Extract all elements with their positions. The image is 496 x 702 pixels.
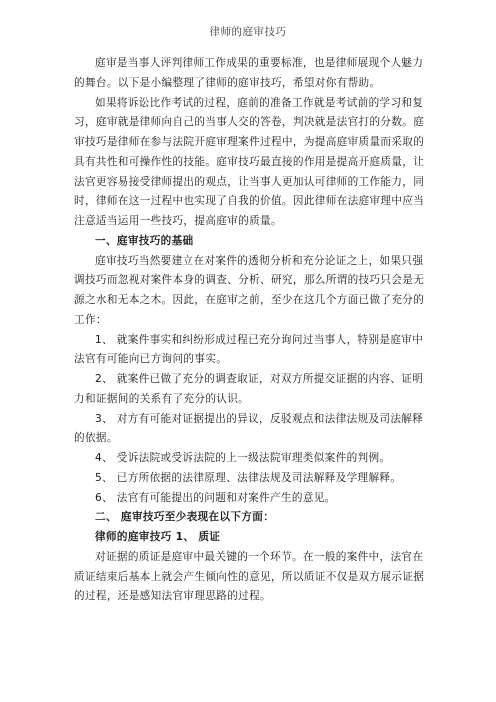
section-heading-skills: 二、 庭审技巧至少表现在以下方面： (95, 511, 275, 524)
subsection-heading-cross-examination: 律师的庭审技巧 1、 质证 (95, 531, 221, 543)
list-item: 6、 法官有可能提出的问题和对案件产生的意见。 (95, 491, 336, 504)
document-body (74, 54, 426, 607)
intro-paragraph: 庭审是当事人评判律师工作成果的重要标准，也是律师展现个人魅力的舞台。以下是小编整理了律师的庭审技巧，希望对你有帮助。 (74, 57, 424, 89)
list-item: 4、 受诉法院或受诉法院的上一级法院审理类似案件的判例。 (95, 452, 391, 464)
section-basis-intro: 庭审技巧当然要建立在对案件的透彻分析和充分论证之上，如果只强调技巧而忽视对案件本身的调查、分析、研究，那么所谓的技巧只会是无源之水和无本之木。因此，在庭审之前，至少在这几个方面已做了充分的工作： (74, 254, 425, 326)
list-item: 5、 已方所依据的法律原理、法律法规及司法解释及学理解释。 (95, 471, 402, 484)
list-item: 1、 就案件事实和纠纷形成过程已充分询问过当事人，特别是庭审中法官有可能向已方询问的事实。 (74, 333, 424, 366)
document-title: 律师的庭审技巧 (209, 26, 287, 38)
analogy-paragraph: 如果将诉讼比作考试的过程，庭前的准备工作就是考试前的学习和复习，庭审就是律师向自己的当事人交的答卷，判决就是法官打的分数。庭审技巧是律师在参与法院开庭审理案件过程中，为提高庭审质量而采取的具有共性和可操作性的技能。庭审技巧最直接的作用是提高开庭质量，让法官更容易接受律师提出的观点，让当事人更加认可律师的工作能力，同时，律师在这一过程中也实现了自我的价值。因此律师在法庭审理中应当注意适当运用一些技巧，提高庭审的质量。 (74, 96, 425, 227)
list-item: 3、 对方有可能对证据提出的异议，反驳观点和法律法规及司法解释的依据。 (74, 412, 424, 445)
section-heading-basis: 一、庭审技巧的基础 (95, 234, 194, 247)
cross-examination-paragraph: 对证据的质证是庭审中最关键的一个环节。在一般的案件中，法官在质证结束后基本上就会产生倾向性的意见，所以质证不仅是双方展示证据的过程，还是感知法官审理思路的过程。 (74, 550, 425, 603)
list-item: 2、 就案件已做了充分的调查取证，对双方所提交证据的内容、证明力和证据间的关系有了充分的认识。 (74, 373, 424, 405)
